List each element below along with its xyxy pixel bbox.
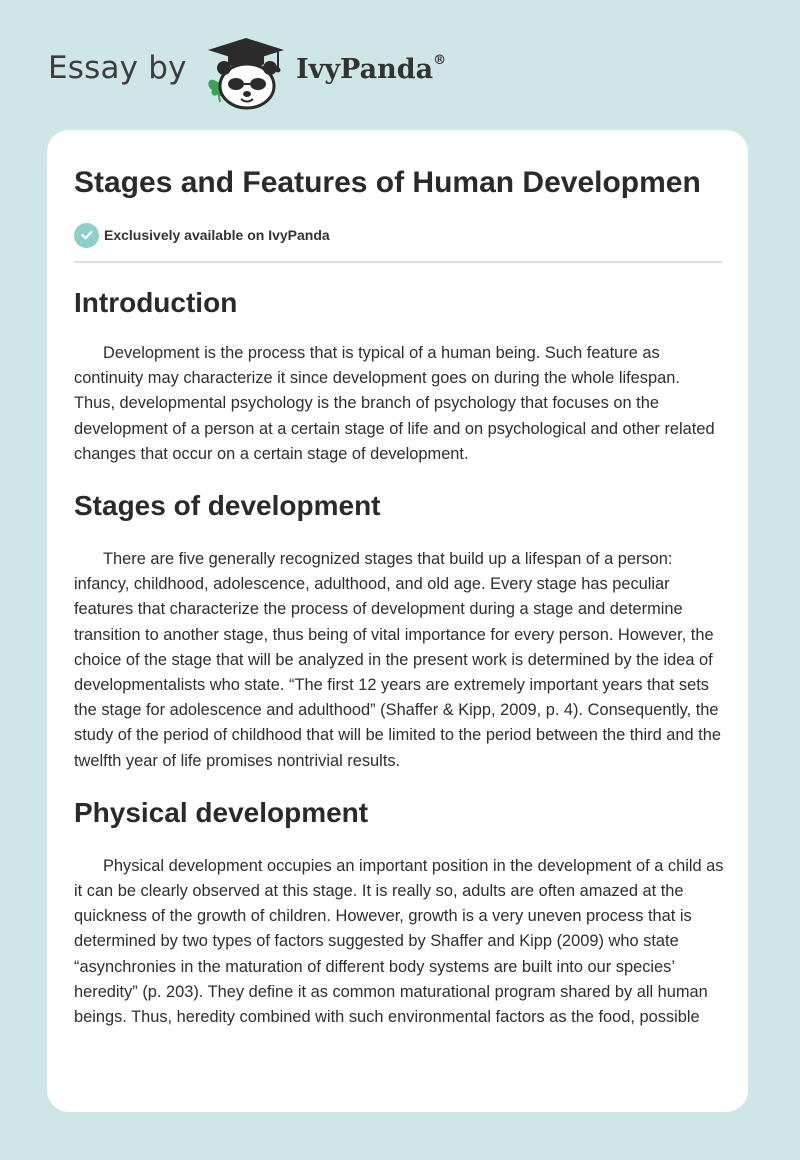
section-heading-introduction: Introduction xyxy=(74,287,238,318)
essay-by-label: Essay by xyxy=(48,50,187,86)
brand-name: IvyPanda® xyxy=(296,53,447,85)
section-paragraph-physical: Physical development occupies an important position in the development of a child as it can be clearly observed at this stage. It is really so, adults are often amazed at the quickness of the growth of children. However, growth is a very uneven process that is determined by two types of factors suggested by Shaffer and Kipp (2009) who state “asynchronies in the maturation of different body systems are built into our species’ heredity” (p. 203). They define it as common maturational program shared by all human beings. Thus, heredity combined with such environmental factors as the food, possible xyxy=(74,856,724,1027)
title-divider xyxy=(74,261,722,263)
section-paragraph-stages: There are five generally recognized stages that build up a lifespan of a person: infancy, childhood, adolescence, adulthood, and old age. Every stage has peculiar features that characterize the process of development during a stage and determine transition to another stage, thus being of vital importance for every person. However, the choice of the stage that will be analyzed in the present work is determined by the idea of developmentalists who state. “The first 12 years are extremely important years that sets the stage for adolescence and adulthood” (Shaffer & Kipp, 2009, p. 4). Consequently, the study of the period of childhood that will be limited to the period between the third and the twelfth year of life promises nontrivial results. xyxy=(74,550,721,770)
check-circle-icon xyxy=(74,223,99,248)
exclusive-badge-label: Exclusively available on IvyPanda xyxy=(104,227,330,243)
essay-content xyxy=(74,162,724,1030)
registered-mark: ® xyxy=(433,53,447,68)
essay-card xyxy=(47,130,748,1112)
panda-graduate-logo-icon xyxy=(202,34,292,110)
section-heading-stages: Stages of development xyxy=(74,490,381,522)
page-title: Stages and Features of Human Developmen xyxy=(74,166,701,199)
section-heading-physical: Physical development xyxy=(74,796,369,828)
site-header-brand[interactable] xyxy=(48,34,548,114)
section-paragraph-introduction: Development is the process that is typical of a human being. Such feature as continuity may characterize it since development goes on during the whole lifespan. Thus, developmental psychology is the branch of psychology that focuses on the development of a person at a certain stage of life and on psychological and other related changes that occur on a certain stage of development. xyxy=(74,344,715,463)
exclusive-badge xyxy=(74,222,724,248)
